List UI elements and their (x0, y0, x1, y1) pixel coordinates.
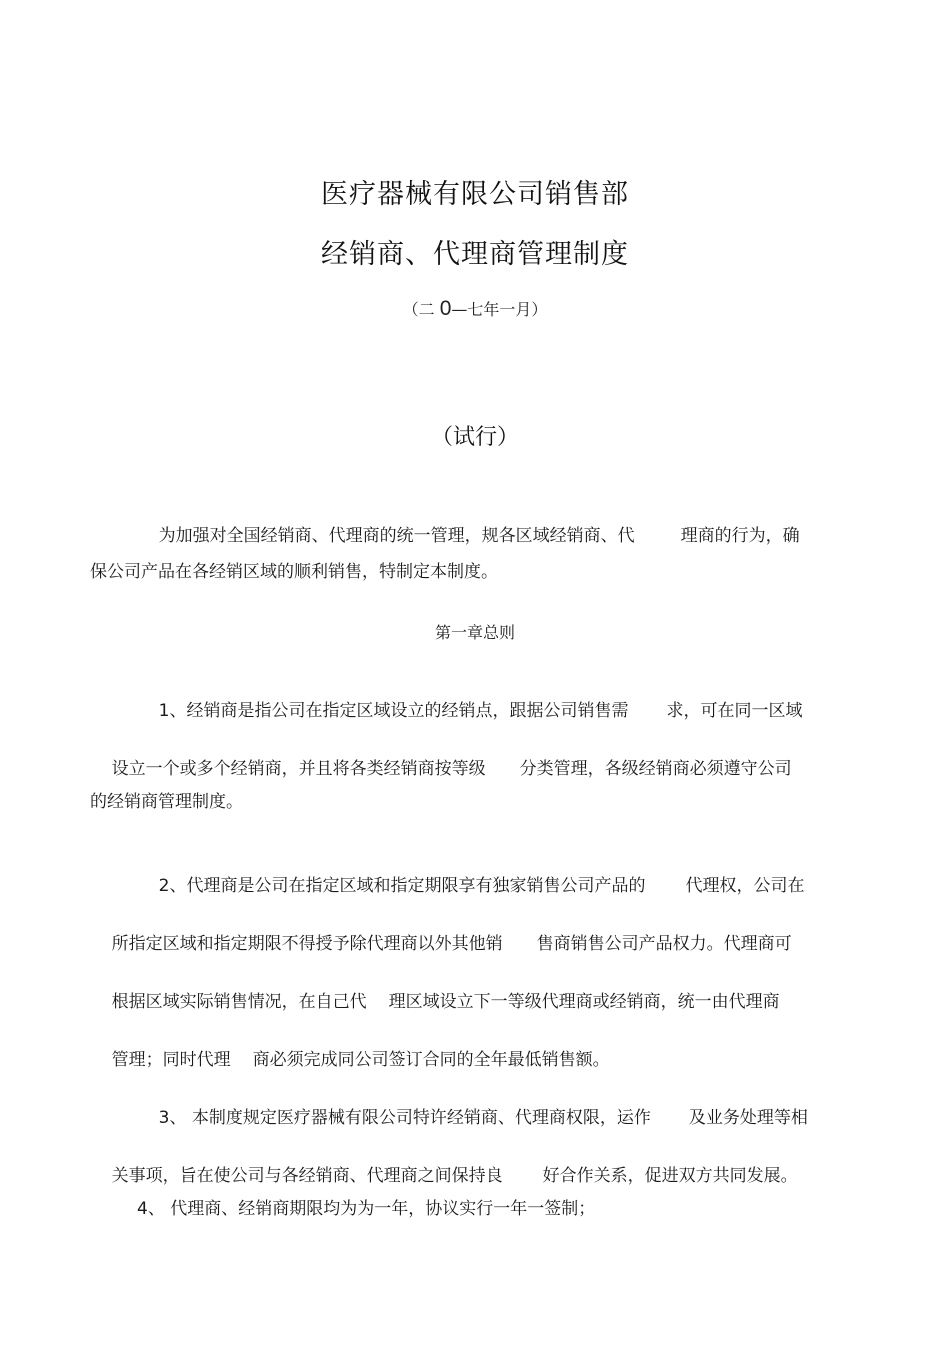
intro-line-1b: 理商的行为，确 (680, 526, 800, 546)
item2-line-3a: 根据区域实际销售情况，在自己代 (111, 992, 367, 1012)
trial-label: （试行） (430, 425, 519, 450)
item2-line-1b: 代理权，公司在 (685, 876, 805, 896)
item1-line-2b: 分类管理，各级经销商必须遵守公司 (519, 759, 792, 779)
item2-line-3b: 理区域设立下一等级代理商或经销商，统一由代理商 (388, 992, 780, 1012)
document-title-line2: 经销商、代理商管理制度 (321, 239, 629, 270)
item2-line-2a: 所指定区域和指定期限不得授予除代理商以外其他销 (111, 934, 503, 954)
date-zero: 0 (439, 297, 452, 320)
item2-line-1a: 2、代理商是公司在指定区域和指定期限享有独家销售公司产品的 (158, 876, 646, 896)
date-prefix: （二 (402, 300, 440, 319)
item3-line-1a: 3、 本制度规定医疗器械有限公司特许经销商、代理商权限，运作 (158, 1108, 651, 1128)
item1-line-2a: 设立一个或多个经销商，并且将各类经销商按等级 (111, 759, 486, 779)
document-date (0, 297, 950, 321)
item3-line-1b: 及业务处理等相 (688, 1108, 808, 1128)
item2-line-4b: 商必须完成同公司签订合同的全年最低销售额。 (252, 1050, 610, 1070)
item2-line-4a: 管理；同时代理 (111, 1050, 231, 1070)
item2-line-2b: 售商销售公司产品权力。代理商可 (536, 934, 792, 954)
item3-line-2a: 关事项，旨在使公司与各经销商、代理商之间保持良 (111, 1166, 503, 1186)
document-title-line1: 医疗器械有限公司销售部 (321, 179, 629, 210)
item1-line-1b: 求，可在同一区域 (666, 701, 803, 721)
item1-line-1a: 1、经销商是指公司在指定区域设立的经销点，跟据公司销售需 (158, 701, 629, 721)
date-suffix: —七年一月） (451, 300, 548, 319)
item4-line-1: 4、 代理商、经销商期限均为为一年，协议实行一年一签制； (137, 1199, 596, 1219)
intro-line-2: 保公司产品在各经销区域的顺利销售，特制定本制度。 (90, 562, 498, 582)
item3-line-2b: 好合作关系，促进双方共同发展。 (542, 1166, 798, 1186)
chapter-heading: 第一章总则 (434, 623, 515, 642)
item1-line-3: 的经销商管理制度。 (90, 792, 243, 812)
intro-line-1a: 为加强对全国经销商、代理商的统一管理，规各区域经销商、代 (158, 526, 635, 546)
